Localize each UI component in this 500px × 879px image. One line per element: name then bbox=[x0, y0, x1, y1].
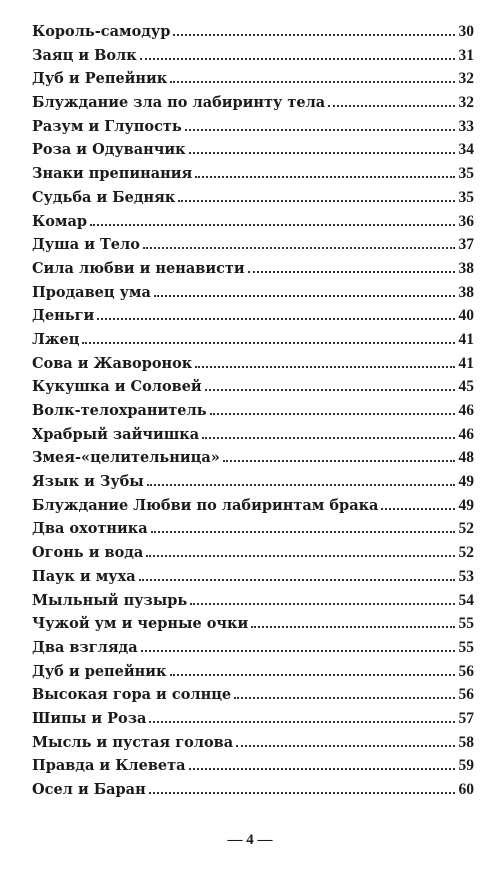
toc-entry bbox=[32, 660, 474, 684]
dot-leader bbox=[236, 745, 454, 747]
dot-leader bbox=[147, 484, 455, 486]
toc-entry-title: Блуждание зла по лабиринту тела bbox=[32, 94, 326, 112]
toc-entry bbox=[32, 281, 474, 305]
toc-entry-page: 30 bbox=[458, 23, 474, 40]
toc-entry-page: 52 bbox=[458, 544, 474, 562]
toc-entry bbox=[32, 423, 474, 447]
toc-entry-page: 49 bbox=[458, 496, 474, 514]
toc-entry-page: 40 bbox=[458, 307, 474, 325]
dot-leader bbox=[173, 34, 454, 36]
toc-entry-title: Высокая гора и солнце bbox=[32, 686, 232, 704]
dot-leader bbox=[139, 579, 455, 581]
dot-leader bbox=[170, 674, 455, 676]
toc-entry bbox=[32, 257, 474, 281]
toc-entry-page: 33 bbox=[458, 117, 474, 135]
toc-entry bbox=[32, 91, 474, 115]
toc-entry-title: Король-самодур bbox=[32, 23, 171, 40]
toc-entry-page: 49 bbox=[458, 473, 474, 491]
toc-entry-page: 46 bbox=[458, 425, 474, 443]
toc-entry-page: 35 bbox=[458, 188, 474, 206]
toc-entry bbox=[32, 683, 474, 707]
dot-leader bbox=[178, 200, 454, 202]
toc-entry bbox=[32, 304, 474, 328]
toc-entry bbox=[32, 115, 474, 139]
toc-entry-page: 48 bbox=[458, 449, 474, 467]
toc-entry-title: Сила любви и ненависти bbox=[32, 259, 245, 277]
toc-entry-page: 46 bbox=[458, 402, 474, 419]
toc-entry-title: Два взгляда bbox=[32, 638, 138, 656]
toc-entry-title: Чужой ум и черные очки bbox=[32, 615, 249, 633]
dot-leader bbox=[146, 555, 454, 557]
dot-leader bbox=[223, 460, 455, 462]
toc-entry-page: 52 bbox=[458, 520, 474, 538]
toc-entry-page: 38 bbox=[458, 259, 474, 277]
toc-entry-title: Дуб и Репейник bbox=[32, 70, 168, 88]
toc-entry bbox=[32, 754, 474, 778]
toc-entry-title: Роза и Одуванчик bbox=[32, 141, 186, 159]
table-of-contents bbox=[32, 20, 474, 802]
toc-entry-title: Осел и Баран bbox=[32, 781, 146, 798]
toc-entry-page: 54 bbox=[458, 591, 474, 609]
toc-entry bbox=[32, 210, 474, 234]
toc-entry-page: 45 bbox=[458, 378, 474, 396]
toc-entry-page: 38 bbox=[458, 283, 474, 301]
dot-leader bbox=[190, 603, 454, 605]
toc-entry-title: Комар bbox=[32, 212, 87, 230]
page-number: — 4 — bbox=[227, 832, 273, 848]
dot-leader bbox=[328, 105, 454, 107]
dot-leader bbox=[141, 650, 455, 652]
dot-leader bbox=[149, 721, 454, 723]
toc-entry-title: Сова и Жаворонок bbox=[32, 354, 193, 372]
toc-entry-page: 37 bbox=[458, 236, 474, 254]
toc-entry-title: Мыльный пузырь bbox=[32, 591, 188, 609]
dot-leader bbox=[97, 318, 454, 320]
dot-leader bbox=[195, 366, 454, 368]
dot-leader bbox=[82, 342, 454, 344]
toc-entry-page: 56 bbox=[458, 686, 474, 704]
toc-entry bbox=[32, 589, 474, 613]
toc-entry-page: 31 bbox=[458, 46, 474, 64]
toc-entry bbox=[32, 778, 474, 802]
dot-leader bbox=[195, 176, 454, 178]
toc-entry-title: Блуждание Любви по лабиринтам брака bbox=[32, 496, 379, 514]
dot-leader bbox=[90, 224, 455, 226]
toc-entry-title: Мысль и пустая голова bbox=[32, 733, 234, 751]
toc-entry bbox=[32, 138, 474, 162]
toc-entry-page: 59 bbox=[458, 757, 474, 775]
dot-leader bbox=[140, 58, 455, 60]
dot-leader bbox=[234, 697, 454, 699]
toc-entry bbox=[32, 162, 474, 186]
toc-entry-title: Шипы и Роза bbox=[32, 709, 147, 727]
toc-entry-title: Правда и Клевета bbox=[32, 757, 186, 775]
toc-entry-title: Душа и Тело bbox=[32, 236, 140, 254]
dot-leader bbox=[251, 626, 454, 628]
toc-entry-title: Разум и Глупость bbox=[32, 117, 182, 135]
toc-entry-page: 32 bbox=[458, 70, 474, 88]
toc-entry-page: 41 bbox=[458, 330, 474, 348]
toc-entry bbox=[32, 707, 474, 731]
toc-entry-title: Язык и Зубы bbox=[32, 473, 144, 491]
toc-entry-page: 56 bbox=[458, 662, 474, 680]
toc-entry-page: 58 bbox=[458, 733, 474, 751]
dot-leader bbox=[185, 129, 455, 131]
dot-leader bbox=[151, 531, 455, 533]
toc-entry-title: Храбрый зайчишка bbox=[32, 425, 200, 443]
toc-entry-title: Кукушка и Соловей bbox=[32, 378, 202, 396]
toc-entry bbox=[32, 399, 474, 423]
toc-entry-title: Паук и муха bbox=[32, 567, 136, 585]
toc-entry-title: Два охотника bbox=[32, 520, 148, 538]
toc-entry-title: Дуб и репейник bbox=[32, 662, 167, 680]
toc-entry bbox=[32, 517, 474, 541]
dot-leader bbox=[248, 271, 455, 273]
toc-entry-title: Деньги bbox=[32, 307, 95, 325]
toc-entry-title: Волк-телохранитель bbox=[32, 402, 207, 419]
toc-entry bbox=[32, 352, 474, 376]
toc-entry bbox=[32, 612, 474, 636]
toc-entry bbox=[32, 233, 474, 257]
dot-leader bbox=[381, 508, 454, 510]
toc-entry bbox=[32, 20, 474, 44]
toc-entry-page: 36 bbox=[458, 212, 474, 230]
toc-entry-page: 57 bbox=[458, 709, 474, 727]
toc-entry-page: 32 bbox=[458, 94, 474, 112]
toc-entry-page: 34 bbox=[458, 141, 474, 159]
toc-entry bbox=[32, 44, 474, 68]
toc-entry-title: Лжец bbox=[32, 330, 80, 348]
toc-entry-title: Продавец ума bbox=[32, 283, 151, 301]
toc-entry-page: 41 bbox=[458, 354, 474, 372]
dot-leader bbox=[189, 768, 455, 770]
toc-entry-page: 55 bbox=[458, 615, 474, 633]
dot-leader bbox=[202, 437, 454, 439]
toc-entry bbox=[32, 565, 474, 589]
toc-entry bbox=[32, 494, 474, 518]
toc-entry bbox=[32, 636, 474, 660]
toc-entry bbox=[32, 328, 474, 352]
toc-entry-page: 35 bbox=[458, 165, 474, 183]
toc-entry bbox=[32, 731, 474, 755]
toc-entry bbox=[32, 67, 474, 91]
dot-leader bbox=[149, 792, 455, 794]
toc-entry-page: 55 bbox=[458, 638, 474, 656]
toc-entry-title: Заяц и Волк bbox=[32, 46, 137, 64]
toc-entry-title: Знаки препинания bbox=[32, 165, 193, 183]
toc-entry-title: Огонь и вода bbox=[32, 544, 144, 562]
dot-leader bbox=[143, 247, 455, 249]
toc-entry-page: 53 bbox=[458, 567, 474, 585]
dot-leader bbox=[189, 152, 455, 154]
toc-entry bbox=[32, 470, 474, 494]
toc-entry-page: 60 bbox=[458, 781, 474, 798]
dot-leader bbox=[170, 81, 454, 83]
toc-entry bbox=[32, 375, 474, 399]
toc-entry-title: Змея-«целительница» bbox=[32, 449, 220, 467]
dot-leader bbox=[210, 413, 455, 415]
toc-entry-title: Судьба и Бедняк bbox=[32, 188, 176, 206]
dot-leader bbox=[205, 389, 455, 391]
toc-entry bbox=[32, 541, 474, 565]
dot-leader bbox=[154, 295, 455, 297]
toc-entry bbox=[32, 446, 474, 470]
toc-entry bbox=[32, 186, 474, 210]
